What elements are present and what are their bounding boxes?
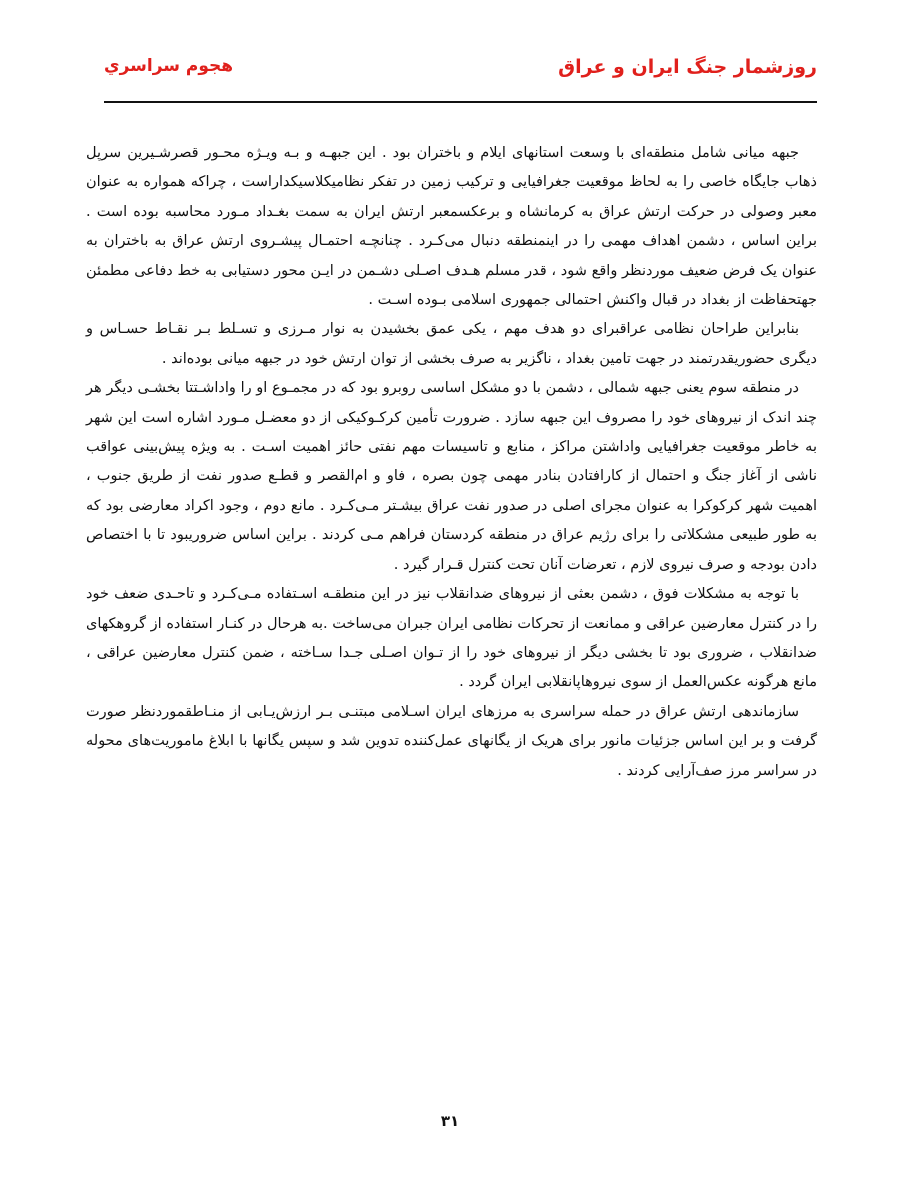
page-number: ۳۱: [440, 1112, 460, 1130]
header-divider: [104, 101, 817, 103]
section-title: هجوم سراسري: [104, 56, 234, 76]
paragraph-2: بنابراین طراحان نظامی عراقبرای دو هدف مهم ، یکی عمق بخشیدن به نوار مـرزی و تسـلط بـر نقـاط حسـاس و دیگری حضوریقدرتمند در جهت تامین بغداد ، ناگزیر به صرف بخشی از توان ارتش خود در جبهه میانی بوده‌اند .: [86, 321, 817, 367]
paragraph-5: سازماندهی ارتش عراق در حمله سراسری به مرزهای ایران اسـلامی مبتنـی بـر ارزش‌یـابی از منـاطقموردنظر صورت گرفت و بر این اساس جزئیات مانور برای هریک از یگانهای عمل‌کننده تدوین شد و سپس یگانها با ابلاغ ماموریت‌های محوله در سراسر مرز صف‌آرایی کردند .: [86, 703, 817, 779]
body-text: [86, 139, 817, 786]
book-title: روزشمار جنگ ایران و عراق: [558, 56, 817, 78]
page-header: [104, 56, 817, 92]
paragraph-4: با توجه به مشکلات فوق ، دشمن بعثی از نیروهای ضدانقلاب نیز در این منطقـه اسـتفاده مـی‌کـرد و تاحـدی ضعف خود را در کنترل معارضین عراقی و ممانعت از تحرکات نظامی ایران جبران می‌ساخت .به هرحال در کنـار استفاده از گروهکهای ضدانقلاب ، ضروری بود تا بخشی دیگر از نیروهای خود را از تـوان اصـلی جـدا سـاخته ، ضمن کنترل معارضین عراقی ، مانع هرگونه عکس‌العمل از سوی نیروهاپانقلابی ایران گردد .: [86, 586, 817, 691]
paragraph-1: جبهه میانی شامل منطقه‌ای با وسعت استانهای ایلام و باختران بود . این جبهـه و بـه ویـژه محـور قصرشـیرین سرپل ذهاب جایگاه خاصی را به لحاظ موقعیت جغرافیایی و ترکیب زمین در تفکر نظامیکلاسیکداراست ، چراکه همواره به عنوان معبر وصولی در حرکت ارتش عراق به کرمانشاه و برعکسمعبر ارتش ایران به سمت بغـداد مـورد محاسبه بوده است . براین اساس ، دشمن اهداف مهمی را در اینمنطقه دنبال می‌کـرد . چنانچـه احتمـال پیشـروی ارتش عراق به باختران به عنوان یک فرض ضعیف موردنظر واقع شود ، قدر مسلم هـدف اصـلی دشـمن در ایـن محور دستیابی به خط دفاعی مطمئن جهتحفاظت از بغداد در قبال واکنش احتمالی جمهوری اسلامی بـوده اسـت .: [86, 145, 817, 309]
paragraph-3: در منطقه سوم یعنی جبهه شمالی ، دشمن با دو مشکل اساسی روبرو بود که در مجمـوع او را واداشـتتا بخشـی دیگر هر چند اندک از نیروهای خود را مصروف این جبهه سازد . ضرورت تأمین کرکـوکیکی از دو معضـل مـورد اشاره است این شهر به خاطر موقعیت جغرافیایی واداشتن مراکز ، منابع و تاسیسات مهم نفتی حائز اهمیت اسـت . به ویژه پیش‌بینی عواقب ناشی از آغاز جنگ و احتمال از کارافتادن بنادر مهمی چون بصره ، فاو و ام‌القصر و قطـع صدور نفت از طریق جنوب ، اهمیت شهر کرکوکرا به عنوان مجرای اصلی در صدور نفت عراق بیشـتر مـی‌کـرد . مانع دوم ، وجود اکراد معارضی بود که به طور طبیعی مشکلاتی را برای رژیم عراق در منطقه کردستان فراهم مـی کردند . براین اساس ضروریبود تا با اختصاص دادن بودجه و صرف نیروی لازم ، تعرضات آنان تحت کنترل قـرار گیرد .: [86, 380, 817, 573]
